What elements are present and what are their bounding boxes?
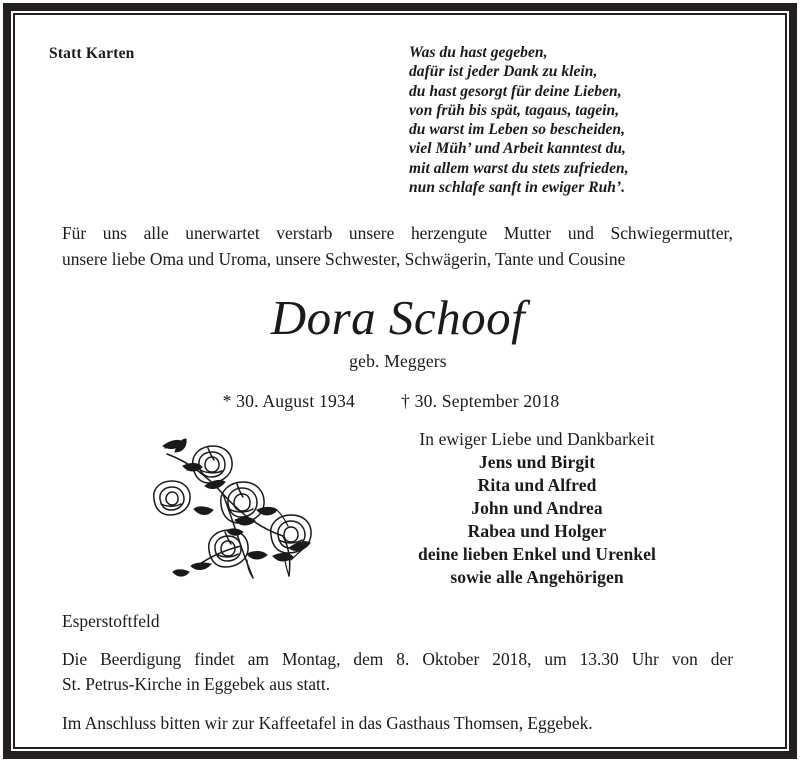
verse-line: nun schlafe sanft in ewiger Ruh’. xyxy=(409,179,626,197)
death-date: † 30. September 2018 xyxy=(401,391,560,412)
illustration-and-family-row xyxy=(49,428,747,591)
family-heading: In ewiger Liebe und Dankbarkeit xyxy=(419,429,655,450)
rose-branch-illustration xyxy=(49,428,349,591)
reception-announcement: Im Anschluss bitten wir zur Kaffeetafel in das Gasthaus Thomsen, Eggebek. xyxy=(62,713,593,734)
family-signatories xyxy=(349,428,747,589)
verse-line: Was du hast gegeben, xyxy=(409,44,548,61)
announcement-intro xyxy=(49,221,747,272)
verse-line: du warst im Leben so bescheiden, xyxy=(409,121,626,139)
rose-branch-icon xyxy=(149,436,324,586)
verse-line: viel Müh’ und Arbeit kanntest du, xyxy=(409,140,626,158)
family-member: sowie alle Angehörigen xyxy=(450,567,624,588)
place-name: Esperstoftfeld xyxy=(62,611,160,632)
verse-line: du hast gesorgt für deine Lieben, xyxy=(409,82,622,100)
memorial-verse xyxy=(409,43,629,197)
maiden-name: geb. Meggers xyxy=(349,351,447,372)
statt-karten-label: Statt Karten xyxy=(49,45,135,62)
header-row xyxy=(49,43,747,197)
card-outer-border xyxy=(3,3,797,759)
family-member: Rita und Alfred xyxy=(477,475,597,496)
birth-date: * 30. August 1934 xyxy=(222,391,355,412)
verse-line: von früh bis spät, tagaus, tagein, xyxy=(409,101,620,119)
funeral-line-2: St. Petrus-Kirche in Eggebek aus statt. xyxy=(62,674,331,695)
funeral-announcement xyxy=(62,647,733,697)
family-member: deine lieben Enkel und Urenkel xyxy=(417,544,656,565)
intro-line-2: unsere liebe Oma und Uroma, unsere Schwester, Schwägerin, Tante und Cousine xyxy=(62,248,626,269)
verse-line: dafür ist jeder Dank zu klein, xyxy=(409,63,598,81)
notice-content xyxy=(15,15,785,747)
funeral-details xyxy=(49,609,747,736)
deceased-name: Dora Schoof xyxy=(270,290,526,346)
family-member: Jens und Birgit xyxy=(478,452,596,473)
intro-line-1: Für uns alle unerwartet verstarb unsere herzengute Mutter und Schwiegermutter, xyxy=(62,223,733,244)
life-dates xyxy=(49,391,747,412)
family-member: Rabea und Holger xyxy=(467,521,607,542)
family-member: John und Andrea xyxy=(471,498,603,519)
card-inner-border xyxy=(13,13,787,749)
verse-line: mit allem warst du stets zufrieden, xyxy=(409,159,629,177)
funeral-line-1: Die Beerdigung findet am Montag, dem 8. Oktober 2018, um 13.30 Uhr von der xyxy=(62,649,733,670)
